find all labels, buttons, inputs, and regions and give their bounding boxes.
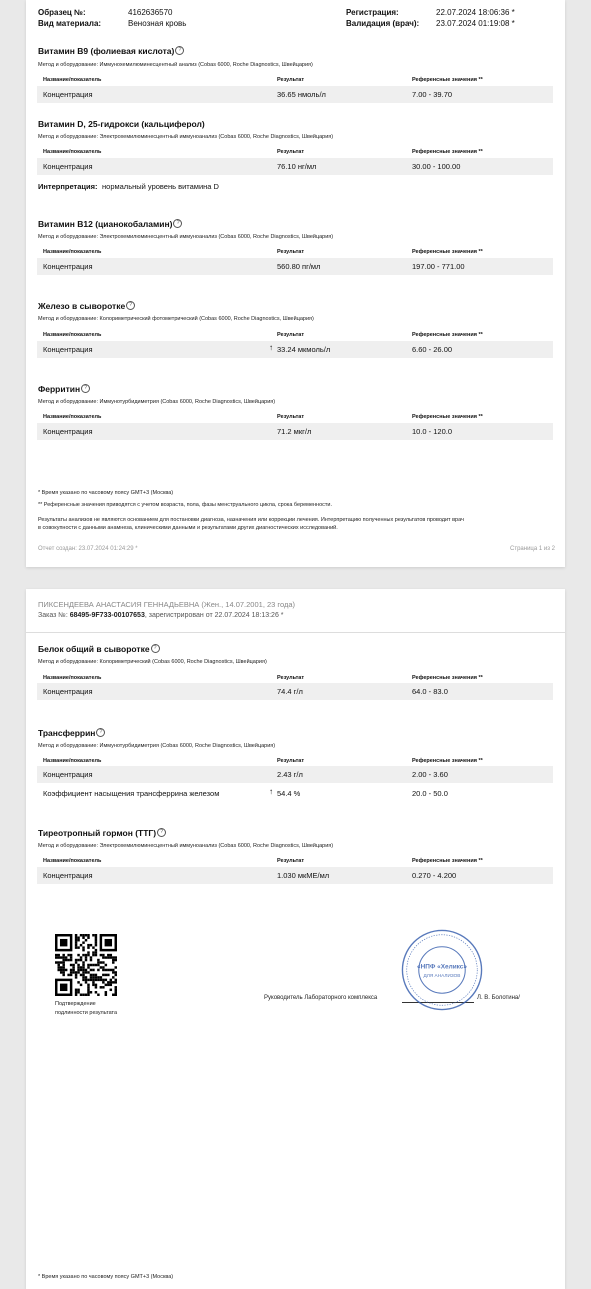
svg-text:«НПФ «Хеликс»: «НПФ «Хеликс» <box>417 963 467 971</box>
col-header-ref: Референсные значения ** <box>412 149 483 155</box>
row-result: 71.2 мкг/л <box>277 427 312 436</box>
note-time: * Время указано по часовому поясу GMT+3 (Москва) <box>38 1274 174 1280</box>
patient-info: ПИКСЕНДЕЕВА АНАСТАСИЯ ГЕННАДЬЕВНА (Жен., 14.07.2001, 23 года) <box>38 600 296 609</box>
row-name: Концентрация <box>43 770 93 779</box>
note-ref: ** Референсные значения приводятся с учетом возраста, пола, фазы менструального цикла, срока беременности. <box>38 502 333 508</box>
row-result: 560.80 пг/мл <box>277 262 321 271</box>
method-text: Метод и оборудование: Иммунотурбидиметрия (Cobas 6000, Roche Diagnostics, Швейцария) <box>38 743 276 749</box>
col-header-ref: Референсные значения ** <box>412 77 483 83</box>
col-header-name: Название/показатель <box>43 675 102 681</box>
sample-label: Образец №: <box>38 8 86 17</box>
arrow-up-icon: ↑ <box>269 787 273 796</box>
row-ref: 20.0 - 50.0 <box>412 789 448 798</box>
test-title: Витамин B12 (цианокобаламин) ? <box>38 219 182 229</box>
validation-label: Валидация (врач): <box>346 19 420 28</box>
test-title: Трансферрин ? <box>38 728 105 738</box>
row-ref: 64.0 - 83.0 <box>412 687 448 696</box>
row-ref: 2.00 - 3.60 <box>412 770 448 779</box>
row-ref: 7.00 - 39.70 <box>412 90 453 99</box>
col-header-result: Результат <box>277 249 305 255</box>
page-number: Страница 1 из 2 <box>510 546 555 552</box>
method-text: Метод и оборудование: Колориметрический (Cobas 6000, Roche Diagnostics, Швейцария) <box>38 659 267 665</box>
row-name: Коэффициент насыщения трансферрина железом <box>43 789 220 798</box>
col-header-name: Название/показатель <box>43 758 102 764</box>
interpretation-label: Интерпретация: <box>38 182 98 191</box>
disclaimer-line-1: Результаты анализов не являются основанием для постановки диагноза, назначения или коррекции лечения. Интерпретацию полученных результатов проводит врач <box>38 517 464 523</box>
question-circle-icon[interactable]: ? <box>173 219 182 228</box>
row-result: 33.24 мкмоль/л <box>277 345 331 354</box>
svg-text:ДЛЯ АНАЛИЗОВ: ДЛЯ АНАЛИЗОВ <box>423 973 461 979</box>
row-result: 76.10 нг/мл <box>277 162 317 171</box>
test-title: Ферритин ? <box>38 384 90 394</box>
signature-label: Руководитель Лабораторного комплекса <box>264 995 378 1001</box>
col-header-result: Результат <box>277 858 305 864</box>
qr-code-icon[interactable] <box>55 934 117 996</box>
col-header-name: Название/показатель <box>43 332 102 338</box>
disclaimer-line-2: в совокупности с данными анамнеза, клиническими данными и результатами других диагностических исследований. <box>38 525 338 531</box>
method-text: Метод и оборудование: Иммунохемилюминесцентный анализ (Cobas 6000, Roche Diagnostics, Швейцария) <box>38 62 313 68</box>
col-header-result: Результат <box>277 332 305 338</box>
question-circle-icon[interactable]: ? <box>151 644 160 653</box>
test-title: Тиреотропный гормон (ТТГ) ? <box>38 828 166 838</box>
col-header-result: Результат <box>277 77 305 83</box>
row-ref: 0.270 - 4.200 <box>412 871 457 880</box>
test-title: Витамин D, 25-гидрокси (кальциферол) <box>38 119 205 129</box>
arrow-up-icon: ↑ <box>269 343 273 352</box>
row-name: Концентрация <box>43 871 93 880</box>
report-page-2 <box>26 589 565 1289</box>
test-title: Белок общий в сыворотке ? <box>38 644 160 654</box>
col-header-result: Результат <box>277 414 305 420</box>
signature-name: Л. В. Болотина/ <box>477 995 520 1001</box>
order-number: 68495-9F733-00107653 <box>69 612 145 619</box>
row-ref: 6.60 - 26.00 <box>412 345 453 354</box>
divider <box>26 632 565 633</box>
test-title: Железо в сыворотке ? <box>38 301 135 311</box>
row-name: Концентрация <box>43 427 93 436</box>
report-page-1 <box>26 0 565 567</box>
col-header-ref: Референсные значения ** <box>412 249 483 255</box>
row-ref: 30.00 - 100.00 <box>412 162 461 171</box>
row-result: 36.65 нмоль/л <box>277 90 326 99</box>
question-circle-icon[interactable]: ? <box>157 828 166 837</box>
qr-caption-line-1: Подтверждение <box>55 1001 96 1007</box>
col-header-ref: Референсные значения ** <box>412 675 483 681</box>
sample-value: 4162636570 <box>128 8 173 17</box>
report-created: Отчет создан: 23.07.2024 01:24:29 * <box>38 546 138 552</box>
method-text: Метод и оборудование: Колориметрический фотометрический (Cobas 6000, Roche Diagnostics, Швейцария) <box>38 316 314 322</box>
row-name: Концентрация <box>43 90 93 99</box>
note-time: * Время указано по часовому поясу GMT+3 (Москва) <box>38 490 174 496</box>
seal-stamp-icon <box>399 927 485 1013</box>
interpretation-text: нормальный уровень витамина D <box>102 182 219 191</box>
row-name: Концентрация <box>43 687 93 696</box>
col-header-name: Название/показатель <box>43 858 102 864</box>
row-ref: 197.00 - 771.00 <box>412 262 465 271</box>
col-header-name: Название/показатель <box>43 149 102 155</box>
row-name: Концентрация <box>43 262 93 271</box>
col-header-result: Результат <box>277 675 305 681</box>
row-result: 1.030 мкМЕ/мл <box>277 871 330 880</box>
col-header-ref: Референсные значения ** <box>412 414 483 420</box>
col-header-ref: Референсные значения ** <box>412 858 483 864</box>
col-header-ref: Референсные значения ** <box>412 332 483 338</box>
question-circle-icon[interactable]: ? <box>126 301 135 310</box>
row-name: Концентрация <box>43 345 93 354</box>
col-header-name: Название/показатель <box>43 77 102 83</box>
registration-value: 22.07.2024 18:06:36 * <box>436 8 515 17</box>
question-circle-icon[interactable]: ? <box>96 728 105 737</box>
row-result: 2.43 г/л <box>277 770 303 779</box>
method-text: Метод и оборудование: Электрохемилюминесцентный иммуноанализ (Cobas 6000, Roche Diagnostics, Швейцария) <box>38 234 334 240</box>
method-text: Метод и оборудование: Электрохемилюминесцентный иммуноанализ (Cobas 6000, Roche Diagnostics, Швейцария) <box>38 843 334 849</box>
col-header-name: Название/показатель <box>43 414 102 420</box>
col-header-ref: Референсные значения ** <box>412 758 483 764</box>
order-info: Заказ №: 68495-9F733-00107653, зарегистрирован от 22.07.2024 18:13:26 * <box>38 612 284 619</box>
row-ref: 10.0 - 120.0 <box>412 427 453 436</box>
row-result: 74.4 г/л <box>277 687 303 696</box>
col-header-result: Результат <box>277 758 305 764</box>
method-text: Метод и оборудование: Иммунотурбидиметрия (Cobas 6000, Roche Diagnostics, Швейцария) <box>38 399 276 405</box>
question-circle-icon[interactable]: ? <box>81 384 90 393</box>
test-title: Витамин B9 (фолиевая кислота) ? <box>38 46 184 56</box>
method-text: Метод и оборудование: Электрохемилюминесцентный иммуноанализ (Cobas 6000, Roche Diagnostics, Швейцария) <box>38 134 334 140</box>
row-name: Концентрация <box>43 162 93 171</box>
qr-caption-line-2: подлинности результата <box>55 1010 118 1016</box>
col-header-result: Результат <box>277 149 305 155</box>
material-value: Венозная кровь <box>128 19 187 28</box>
row-result: 54.4 % <box>277 789 301 798</box>
registration-label: Регистрация: <box>346 8 399 17</box>
question-circle-icon[interactable]: ? <box>175 46 184 55</box>
col-header-name: Название/показатель <box>43 249 102 255</box>
validation-value: 23.07.2024 01:19:08 * <box>436 19 515 28</box>
material-label: Вид материала: <box>38 19 102 28</box>
